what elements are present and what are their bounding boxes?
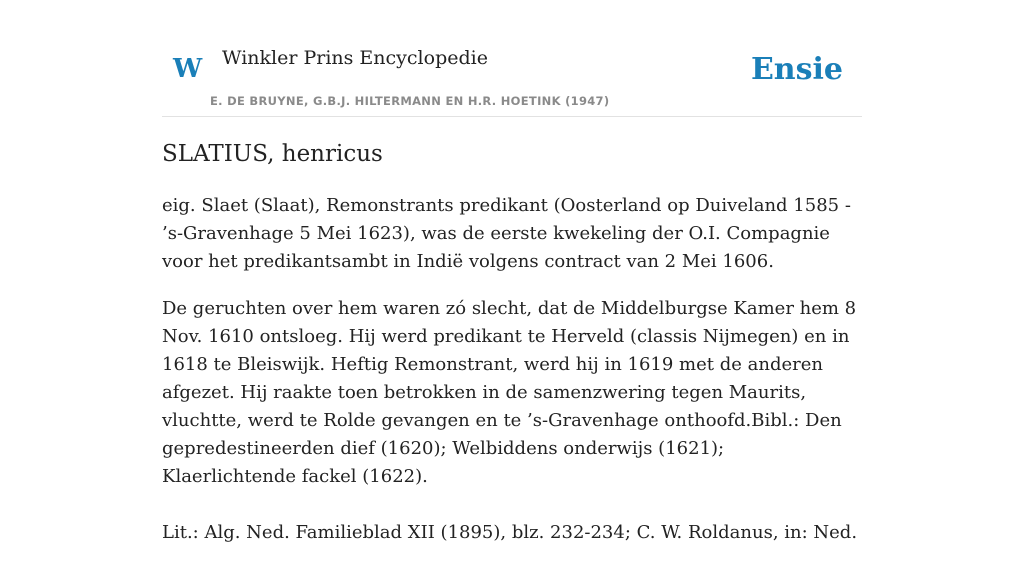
article (162, 138, 862, 566)
site-title[interactable]: Winkler Prins Encyclopedie (222, 47, 488, 69)
article-paragraph-intro: eig. Slaet (Slaat), Remonstrants predikant (Oosterland op Duiveland 1585 - ’s-Gravenhage 5 Mei 1623), was de eerste kwekeling der O.I. Compagnie voor het predikantsambt in Indië volgens contract van 2 Mei 1606. (162, 195, 851, 272)
site-header (162, 0, 862, 117)
winkler-prins-logo[interactable]: W (173, 54, 203, 84)
ensie-logo[interactable]: Ensie (750, 52, 843, 87)
article-title: SLATIUS, henricus (162, 141, 383, 167)
byline: E. DE BRUYNE, G.B.J. HILTERMANN EN H.R. HOETINK (1947) (210, 94, 610, 108)
article-paragraph-body: De geruchten over hem waren zó slecht, dat de Middelburgse Kamer hem 8 Nov. 1610 ontsloeg. Hij werd predikant te Herveld (classis Nijmegen) en in 1618 te Bleiswijk. Heftig Remonstrant, werd hij in 1619 met de anderen afgezet. Hij raakte toen betrokken in de samenzwering tegen Maurits, vluchtte, werd te Rolde gevangen en te ’s-Gravenhage onthoofd.Bibl.: Den gepredestineerden dief (1620); Welbiddens onderwijs (1621); Klaerlichtende fackel (1622). (162, 298, 857, 487)
article-paragraph-literature: Lit.: Alg. Ned. Familieblad XII (1895), blz. 232-234; C. W. Roldanus, in: Ned. (162, 522, 858, 543)
